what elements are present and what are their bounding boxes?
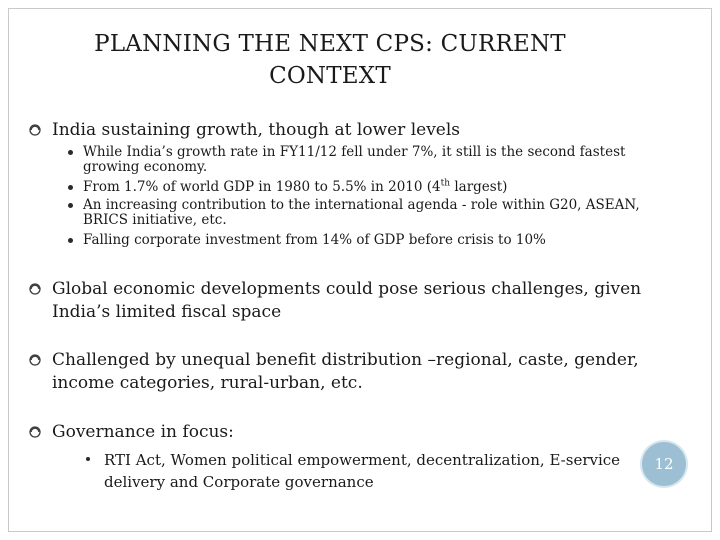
ring-bullet-icon [28,282,42,296]
sub-bullet-text: RTI Act, Women political empowerment, decentralization, E-service delivery and Corporate governance [104,451,621,491]
square-bullet-icon [68,150,73,155]
slide-title-line-1: PLANNING THE NEXT CPS: CURRENT [94,31,566,57]
sub-bullet-text-part: largest) [450,179,508,195]
bullet-text: Challenged by unequal benefit distribution –regional, caste, gender, income categories, rural-urban, etc. [52,350,639,393]
sub-bullet-item [78,449,658,493]
superscript: th [440,178,451,189]
bullet-item [28,278,696,324]
sub-bullet-text: An increasing contribution to the international agenda - role within G20, ASEAN, BRICS initiative, etc. [83,197,640,228]
bullet-text: Global economic developments could pose serious challenges, given India’s limited fiscal space [52,279,642,322]
square-bullet-icon [68,238,73,243]
page-number-badge: 12 [642,442,686,486]
bullet-item [28,349,696,395]
ring-bullet-icon [28,425,42,439]
sub-bullet-item [68,180,668,195]
square-bullet-icon [68,203,73,208]
bullet-text: India sustaining growth, though at lower levels [52,120,461,140]
sub-bullet-text-part: From 1.7% of world GDP in 1980 to 5.5% in 2010 (4 [83,179,441,195]
bullet-text: Governance in focus: [52,422,234,442]
bullet-item [28,421,696,444]
sub-bullet-item [68,233,668,248]
slide-title-line-2: CONTEXT [269,63,391,89]
sub-bullet-item [68,145,668,175]
bullet-item [28,119,696,142]
ring-bullet-icon [28,123,42,137]
sub-bullet-text: While India’s growth rate in FY11/12 fell under 7%, it still is the second fastest growing economy. [83,144,626,175]
sub-bullet-text: Falling corporate investment from 14% of GDP before crisis to 10% [83,232,546,248]
square-bullet-icon [68,185,73,190]
ring-bullet-icon [28,353,42,367]
sub-bullet-item [68,198,668,228]
sub-bullet-text [83,180,668,195]
dot-bullet-icon [86,457,90,461]
